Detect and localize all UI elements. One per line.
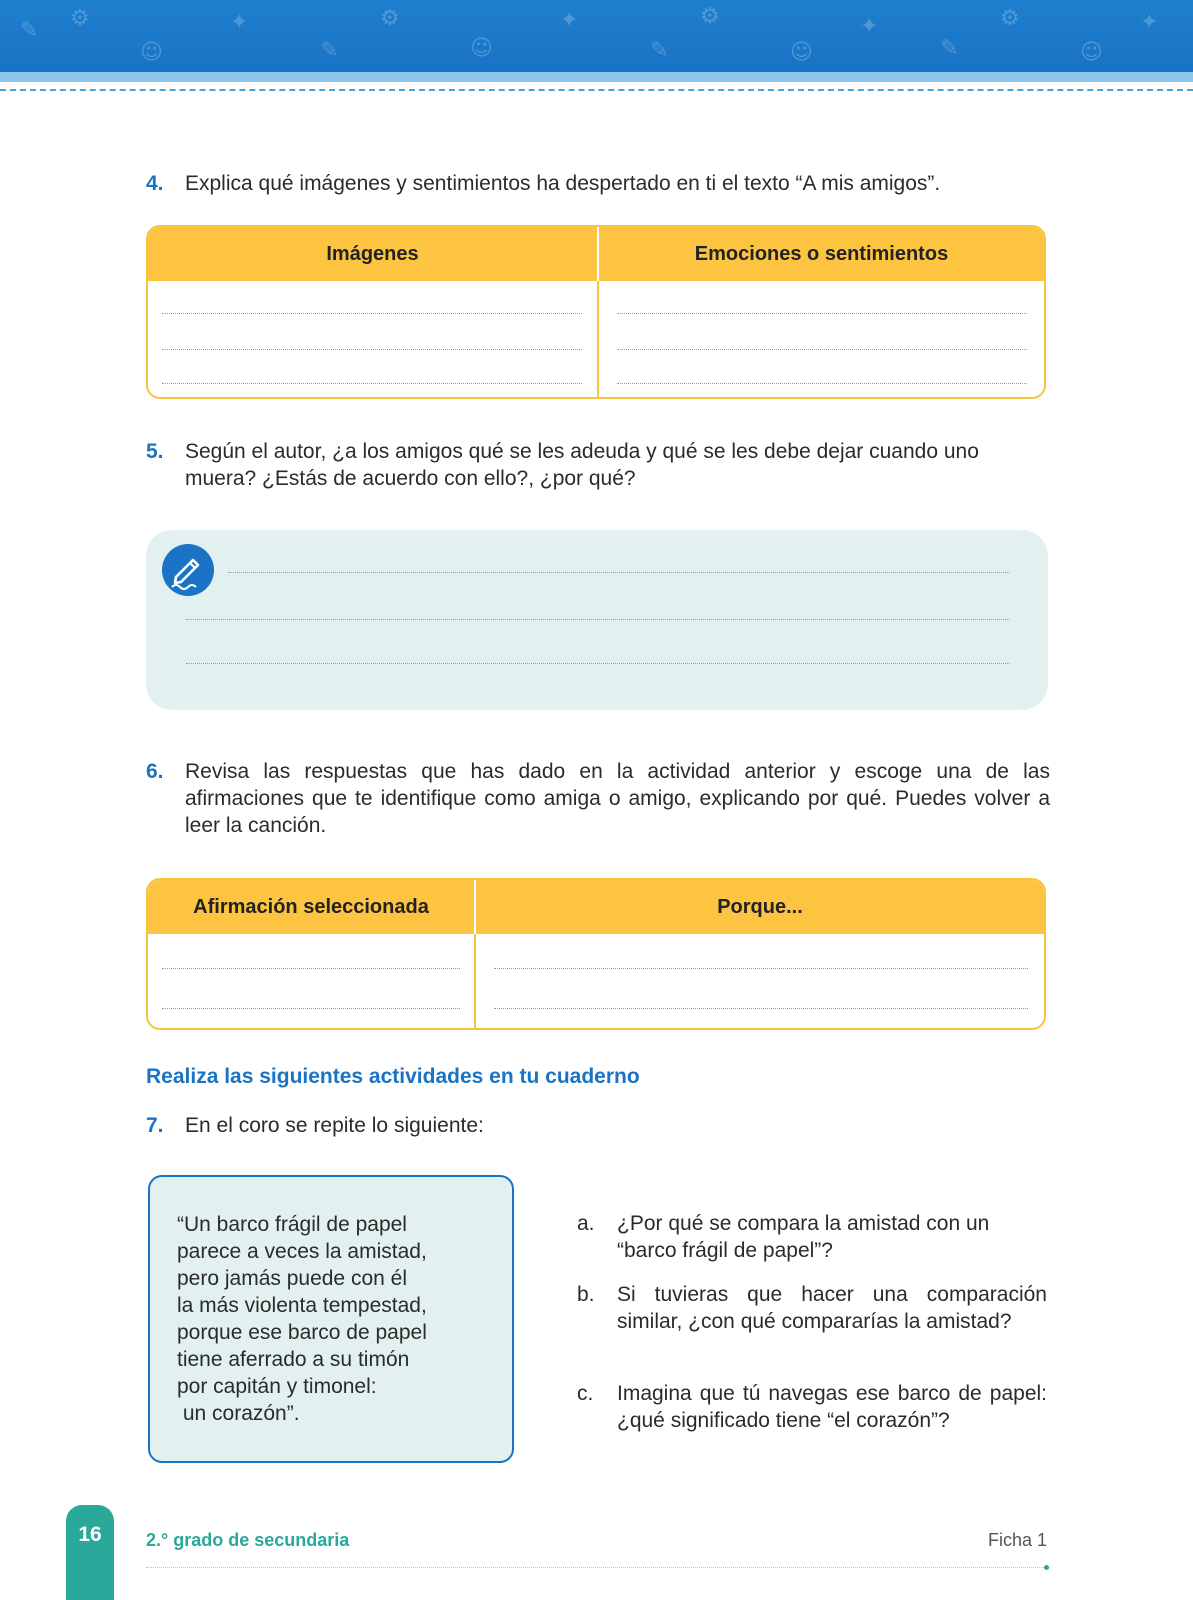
decorative-doodle: ✎ xyxy=(650,38,669,63)
quote-line: pero jamás puede con él xyxy=(177,1267,407,1290)
subquestion-c xyxy=(577,1380,1047,1434)
decorative-doodle: ☺ xyxy=(470,36,493,61)
decorative-doodle: ✎ xyxy=(20,18,39,43)
answer-line[interactable] xyxy=(228,572,1010,573)
section-heading: Realiza las siguientes actividades en tu cuaderno xyxy=(146,1065,640,1088)
footer-dot xyxy=(1044,1565,1049,1570)
page-number: 16 xyxy=(78,1523,102,1546)
question-text: En el coro se repite lo siguiente: xyxy=(185,1114,484,1137)
question-6 xyxy=(146,758,1050,839)
column-header: Afirmación seleccionada xyxy=(148,880,476,934)
decorative-doodle: ☺ xyxy=(1080,40,1103,65)
subquestion-text: Si tuvieras que hacer una comparación similar, ¿con qué compararías la amistad? xyxy=(617,1283,1047,1333)
answer-column[interactable] xyxy=(476,934,1044,1028)
answer-line[interactable] xyxy=(162,968,460,969)
decorative-doodle: ✦ xyxy=(860,14,879,39)
decorative-doodle: ⚙ xyxy=(700,4,720,29)
answer-line[interactable] xyxy=(617,313,1027,314)
subquestion-text: Imagina que tú navegas ese barco de papel: ¿qué significado tiene “el corazón”? xyxy=(617,1382,1047,1432)
column-header: Emociones o sentimientos xyxy=(694,242,949,265)
page-number-tab xyxy=(66,1505,114,1600)
images-emotions-table xyxy=(146,225,1046,399)
subquestion-b xyxy=(577,1281,1047,1335)
subquestion-letter: c. xyxy=(577,1382,594,1405)
answer-line[interactable] xyxy=(494,968,1028,969)
decorative-doodle: ⚙ xyxy=(380,6,400,31)
decorative-doodle: ⚙ xyxy=(1000,6,1020,31)
quote-line: “Un barco frágil de papel xyxy=(177,1213,407,1236)
question-number: 4. xyxy=(146,172,164,195)
question-7 xyxy=(146,1112,1050,1139)
answer-line[interactable] xyxy=(617,383,1027,384)
decorative-doodle: ☺ xyxy=(790,40,813,65)
decorative-doodle: ☺ xyxy=(140,40,163,65)
question-text: Revisa las respuestas que has dado en la actividad anterior y escoge una de las afirmaciones que te identifique como amiga o amigo, explicando por qué. Puedes volver a leer la canción. xyxy=(185,760,1050,837)
statement-reason-table xyxy=(146,878,1046,1030)
column-header: Imágenes xyxy=(148,227,599,281)
answer-column[interactable] xyxy=(148,281,599,397)
footer-grade: 2.° grado de secundaria xyxy=(146,1530,350,1550)
quote-line: la más violenta tempestad, xyxy=(177,1294,427,1317)
answer-line[interactable] xyxy=(162,313,582,314)
header-banner xyxy=(0,0,1193,72)
subquestion-text: ¿Por qué se compara la amistad con un “barco frágil de papel”? xyxy=(617,1212,990,1262)
question-text: Según el autor, ¿a los amigos qué se les adeuda y qué se les debe dejar cuando uno muera? ¿Estás de acuerdo con ello?, ¿por qué? xyxy=(185,440,979,490)
answer-column[interactable] xyxy=(148,934,476,1028)
question-4 xyxy=(146,170,1056,197)
quote-line: porque ese barco de papel xyxy=(177,1321,427,1344)
footer-ficha: Ficha 1 xyxy=(987,1530,1047,1550)
question-text: Explica qué imágenes y sentimientos ha despertado en ti el texto “A mis amigos”. xyxy=(185,172,941,195)
question-number: 6. xyxy=(146,760,164,783)
subquestion-a xyxy=(577,1210,1047,1264)
question-5 xyxy=(146,438,1050,492)
answer-line[interactable] xyxy=(162,1008,460,1009)
table-header xyxy=(148,880,1044,934)
answer-column[interactable] xyxy=(599,281,1044,397)
decorative-doodle: ✦ xyxy=(1140,10,1159,35)
answer-line[interactable] xyxy=(186,619,1010,620)
quote-line: parece a veces la amistad, xyxy=(177,1240,427,1263)
subquestion-letter: a. xyxy=(577,1212,595,1235)
answer-line[interactable] xyxy=(617,349,1027,350)
decorative-doodle: ✦ xyxy=(230,10,249,35)
subquestion-letter: b. xyxy=(577,1283,595,1306)
column-header: Porque... xyxy=(717,895,803,918)
decorative-doodle: ✎ xyxy=(320,38,339,63)
quote-line: por capitán y timonel: xyxy=(177,1375,377,1398)
header-stripe xyxy=(0,72,1193,82)
footer-divider xyxy=(146,1567,1046,1568)
decorative-doodle: ✦ xyxy=(560,8,579,33)
answer-box[interactable] xyxy=(146,530,1048,710)
decorative-doodle: ✎ xyxy=(940,36,959,61)
answer-line[interactable] xyxy=(162,349,582,350)
table-header xyxy=(148,227,1044,281)
quote-line: un corazón”. xyxy=(177,1402,300,1425)
header-dashed-divider xyxy=(0,89,1193,91)
answer-line[interactable] xyxy=(162,383,582,384)
decorative-doodle: ⚙ xyxy=(70,6,90,31)
question-number: 5. xyxy=(146,440,164,463)
chorus-quote-box xyxy=(148,1175,514,1463)
pencil-writing-icon xyxy=(162,544,214,596)
question-number: 7. xyxy=(146,1114,164,1137)
answer-line[interactable] xyxy=(186,663,1010,664)
quote-line: tiene aferrado a su timón xyxy=(177,1348,410,1371)
answer-line[interactable] xyxy=(494,1008,1028,1009)
